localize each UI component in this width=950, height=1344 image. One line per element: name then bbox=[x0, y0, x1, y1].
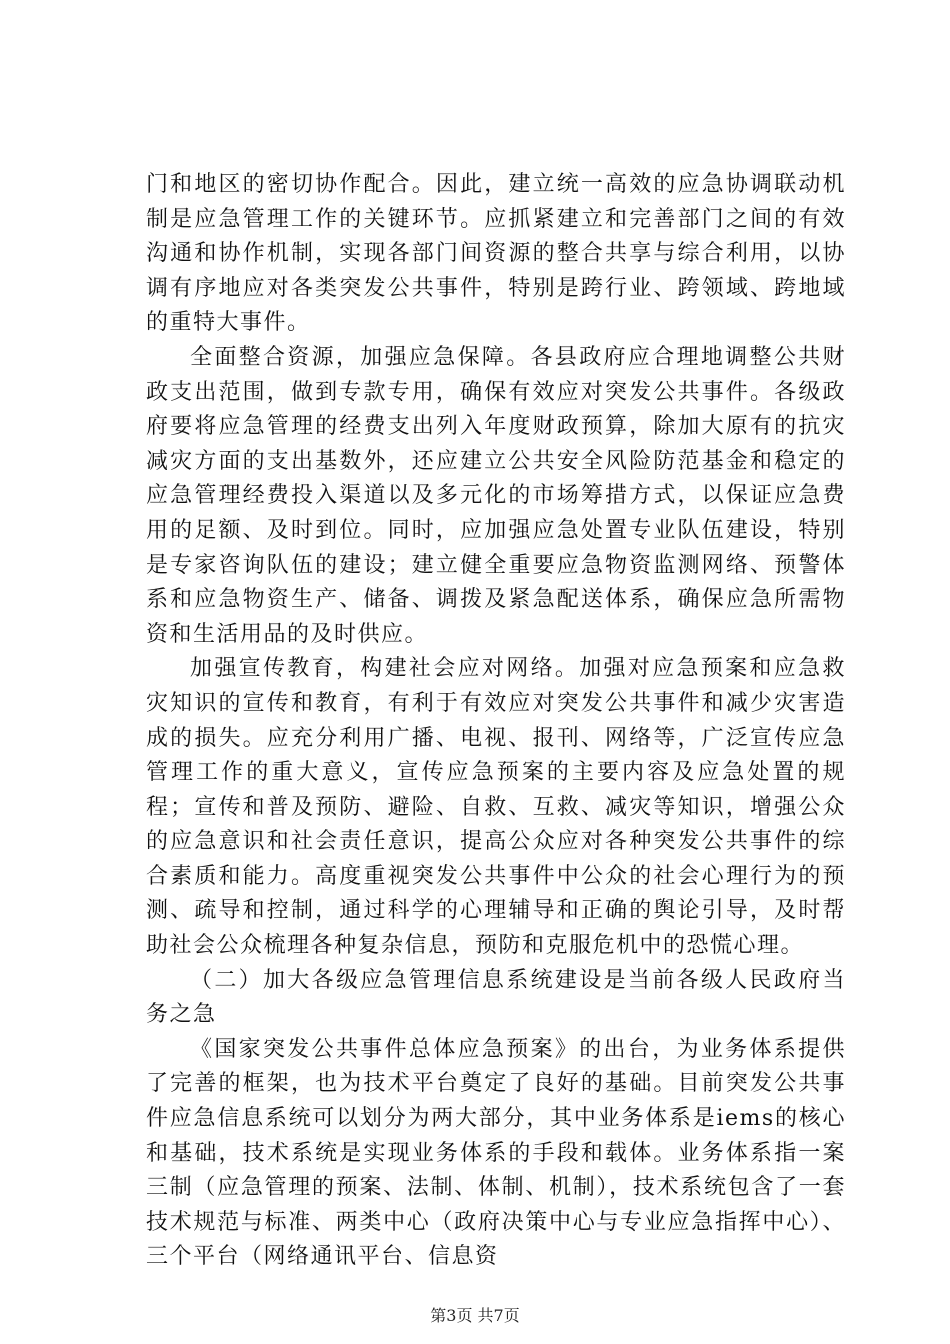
paragraph-resource-integration: 全面整合资源，加强应急保障。各县政府应合理地调整公共财政支出范围，做到专款专用，确保有效应对突发公共事件。各级政府要将应急管理的经费支出列入年度财政预算，除加大原有的抗灾减灾方面的支出基数外，还应建立公共安全风险防范基金和稳定的应急管理经费投入渠道以及多元化的市场筹措方式，以保证应急费用的足额、及时到位。同时，应加强应急处置专业队伍建设，特别是专家咨询队伍的建设；建立健全重要应急物资监测网络、预警体系和应急物资生产、储备、调拨及紧急配送体系，确保应急所需物资和生活用品的及时供应。 bbox=[146, 344, 846, 647]
paragraph-continuation: 门和地区的密切协作配合。因此，建立统一高效的应急协调联动机制是应急管理工作的关键环节。应抓紧建立和完善部门之间的有效沟通和协作机制，实现各部门间资源的整合共享与综合利用，以协调有序地应对各类突发公共事件，特别是跨行业、跨领域、跨地域的重特大事件。 bbox=[146, 172, 846, 336]
document-body bbox=[146, 168, 846, 1275]
section-heading-information-system: （二）加大各级应急管理信息系统建设是当前各级人民政府当务之急 bbox=[146, 967, 846, 1028]
paragraph-national-plan: 《国家突发公共事件总体应急预案》的出台，为业务体系提供了完善的框架，也为技术平台奠定了良好的基础。目前突发公共事件应急信息系统可以划分为两大部分，其中业务体系是iems的核心和基础，技术系统是实现业务体系的手段和载体。业务体系指一案三制（应急管理的预案、法制、体制、机制），技术系统包含了一套技术规范与标准、两类中心（政府决策中心与专业应急指挥中心）、三个平台（网络通讯平台、信息资 bbox=[146, 1036, 846, 1270]
paragraph-publicity-education: 加强宣传教育，构建社会应对网络。加强对应急预案和应急救灾知识的宣传和教育，有利于有效应对突发公共事件和减少灾害造成的损失。应充分利用广播、电视、报刊、网络等，广泛宣传应急管理工作的重大意义，宣传应急预案的主要内容及应急处置的规程；宣传和普及预防、避险、自救、互救、减灾等知识，增强公众的应急意识和社会责任意识，提高公众应对各种突发公共事件的综合素质和能力。高度重视突发公共事件中公众的社会心理行为的预测、疏导和控制，通过科学的心理辅导和正确的舆论引导，及时帮助社会公众梳理各种复杂信息，预防和克服危机中的恐慌心理。 bbox=[146, 656, 846, 959]
page-number-footer: 第3页 共7页 bbox=[430, 1306, 520, 1325]
